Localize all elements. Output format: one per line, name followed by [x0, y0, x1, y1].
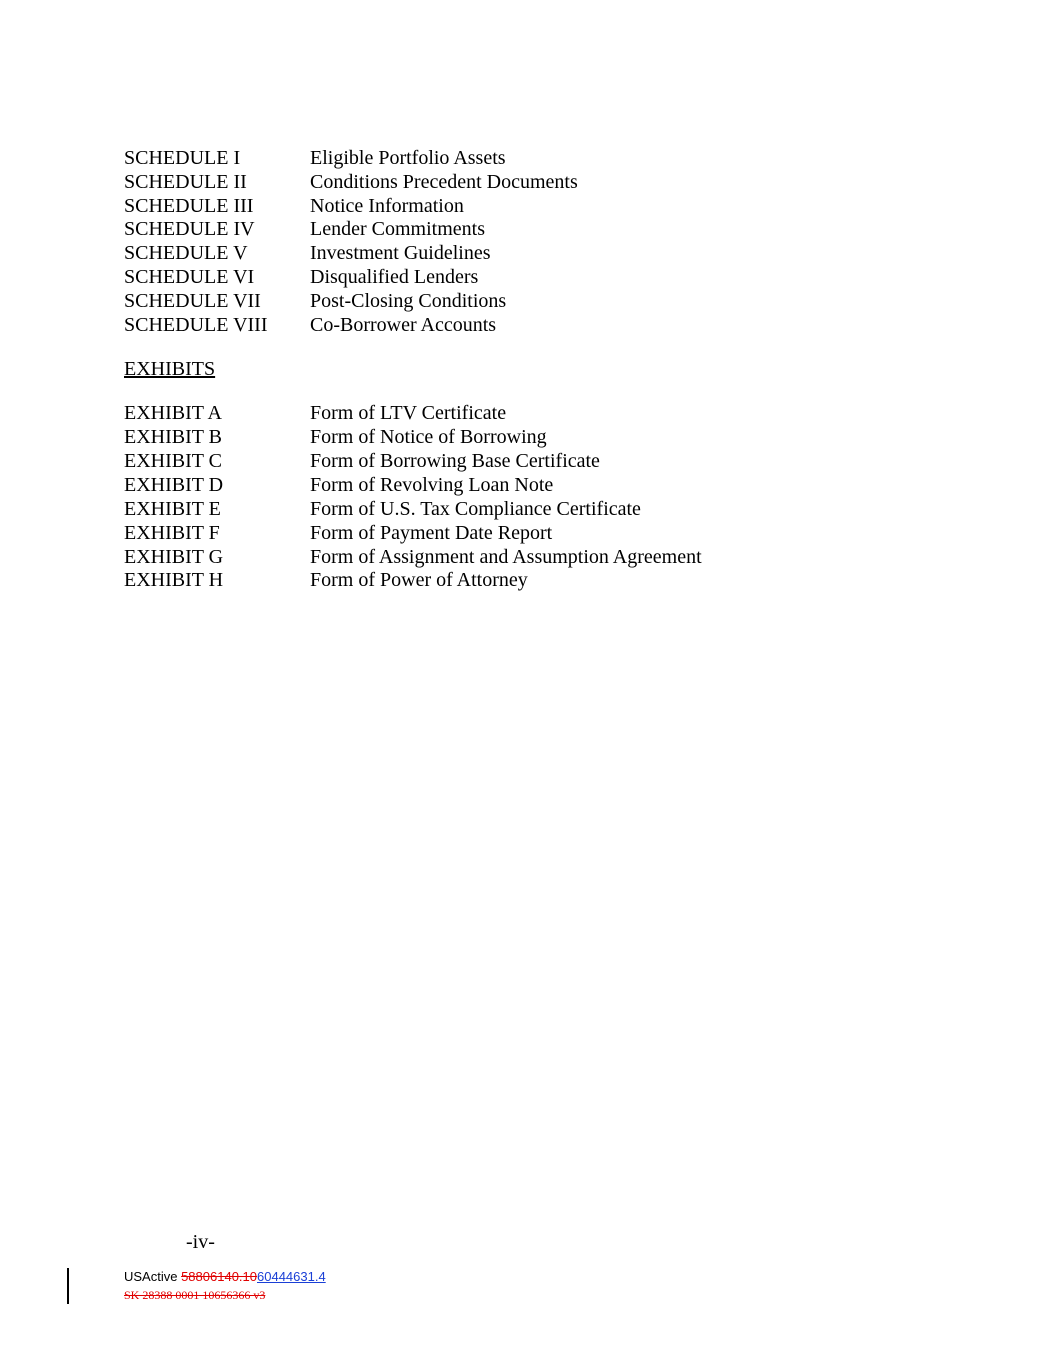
exhibit-title: Form of Assignment and Assumption Agreement	[310, 546, 702, 568]
exhibit-code: EXHIBIT E	[124, 498, 221, 520]
exhibit-title: Form of Payment Date Report	[310, 522, 553, 544]
exhibit-title: Form of U.S. Tax Compliance Certificate	[310, 498, 641, 520]
exhibit-row	[124, 545, 702, 569]
exhibit-row	[124, 568, 528, 592]
page-number: -iv-	[186, 1231, 215, 1253]
change-bar	[67, 1268, 69, 1304]
exhibit-row	[124, 497, 641, 521]
schedule-title: Lender Commitments	[310, 218, 485, 240]
schedule-code: SCHEDULE IV	[124, 218, 255, 240]
schedule-code: SCHEDULE V	[124, 242, 248, 264]
exhibit-title: Form of Borrowing Base Certificate	[310, 450, 600, 472]
exhibit-code: EXHIBIT D	[124, 474, 224, 496]
schedule-code: SCHEDULE II	[124, 171, 247, 193]
schedule-row	[124, 241, 491, 265]
exhibit-row	[124, 473, 553, 497]
exhibit-title: Form of Power of Attorney	[310, 569, 528, 591]
schedule-code: SCHEDULE VI	[124, 266, 255, 288]
exhibit-code: EXHIBIT G	[124, 546, 224, 568]
exhibit-row	[124, 401, 506, 425]
exhibit-row	[124, 521, 552, 545]
schedule-code: SCHEDULE VIII	[124, 314, 268, 336]
exhibit-code: EXHIBIT H	[124, 569, 224, 591]
footer-prefix: USActive	[124, 1269, 182, 1284]
schedule-row	[124, 194, 464, 218]
schedule-row	[124, 217, 485, 241]
schedule-code: SCHEDULE III	[124, 195, 254, 217]
deleted-footer-line: SK 28388 0001 10656366 v3	[124, 1288, 266, 1302]
schedule-row	[124, 265, 478, 289]
exhibit-row	[124, 425, 547, 449]
document-id-footer	[124, 1268, 326, 1286]
schedule-title: Notice Information	[310, 195, 464, 217]
exhibit-title: Form of Revolving Loan Note	[310, 474, 554, 496]
schedule-row	[124, 170, 578, 194]
schedule-code: SCHEDULE I	[124, 147, 241, 169]
schedule-title: Conditions Precedent Documents	[310, 171, 578, 193]
exhibits-heading: EXHIBITS	[124, 358, 216, 380]
schedule-title: Co-Borrower Accounts	[310, 314, 497, 336]
exhibit-title: Form of Notice of Borrowing	[310, 426, 547, 448]
exhibit-row	[124, 449, 600, 473]
exhibit-code: EXHIBIT C	[124, 450, 222, 472]
exhibit-code: EXHIBIT A	[124, 402, 222, 424]
schedule-row	[124, 313, 496, 337]
exhibit-code: EXHIBIT F	[124, 522, 220, 544]
schedule-title: Eligible Portfolio Assets	[310, 147, 506, 169]
schedule-title: Investment Guidelines	[310, 242, 491, 264]
schedule-title: Disqualified Lenders	[310, 266, 479, 288]
deleted-doc-id: 58806140.10	[181, 1269, 257, 1284]
exhibit-code: EXHIBIT B	[124, 426, 222, 448]
inserted-doc-id: 60444631.4	[257, 1269, 326, 1284]
schedule-row	[124, 289, 506, 313]
schedule-code: SCHEDULE VII	[124, 290, 261, 312]
exhibit-title: Form of LTV Certificate	[310, 402, 507, 424]
schedule-row	[124, 146, 506, 170]
schedule-title: Post-Closing Conditions	[310, 290, 507, 312]
